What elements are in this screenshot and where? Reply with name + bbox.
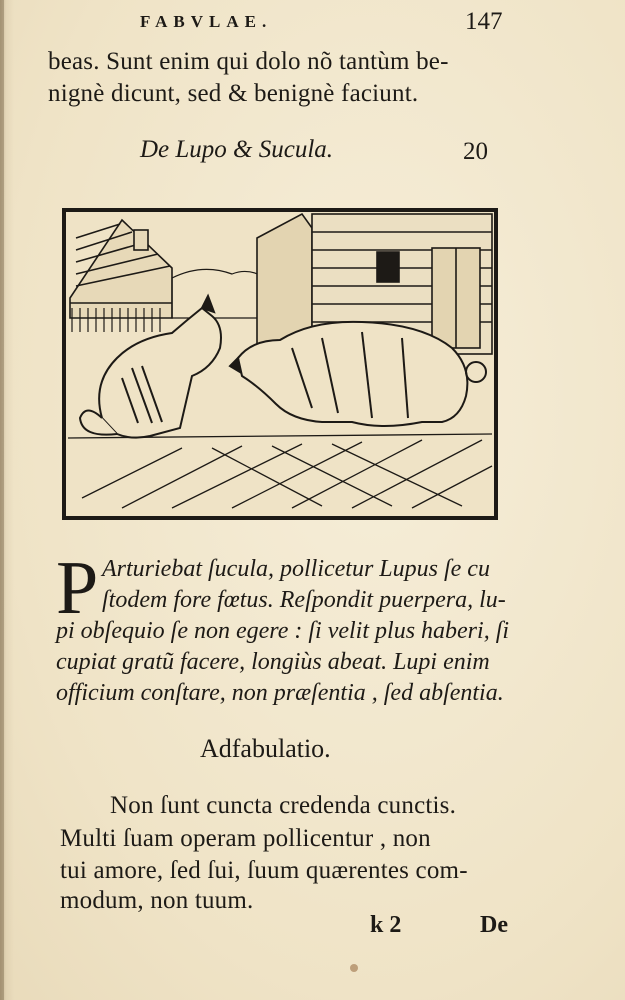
- fable-line-3: pi obſequio ſe non egere : ſi velit plus haberi, ſi: [56, 618, 510, 644]
- moral-line-1: Non ſunt cuncta credenda cunctis.: [110, 792, 457, 819]
- carryover-line-1: beas. Sunt enim qui dolo nõ tantùm be-: [48, 48, 449, 75]
- moral-line-2: Multi ſuam operam pollicentur , non: [60, 825, 431, 852]
- running-head: FABVLAE.: [140, 12, 273, 31]
- carryover-line-2: nignè dicunt, sed & benignè faciunt.: [48, 80, 419, 107]
- catchword: De: [480, 912, 508, 938]
- fable-line-2: ſtodem fore fœtus. Reſpondit puerpera, lu-: [102, 587, 506, 613]
- library-stamp-dot: [350, 964, 358, 972]
- signature-mark: k 2: [370, 912, 402, 938]
- fable-number: 20: [463, 138, 488, 165]
- moral-line-4: modum, non tuum.: [60, 887, 254, 914]
- fable-line-5: officium conſtare, non præſentia , ſed abſentia.: [56, 680, 504, 706]
- drop-cap: P: [56, 546, 99, 630]
- moral-line-3: tui amore, ſed ſui, ſuum quærentes com-: [60, 857, 468, 884]
- woodcut-illustration: [62, 208, 498, 520]
- fable-line-4: cupiat gratũ facere, longiùs abeat. Lupi enim: [56, 649, 490, 675]
- fable-line-1: Arturiebat ſucula, pollicetur Lupus ſe cu: [102, 556, 490, 582]
- fable-title: De Lupo & Sucula.: [140, 136, 334, 163]
- moral-heading: Adfabulatio.: [200, 734, 331, 763]
- page-number: 147: [465, 8, 503, 35]
- page-gutter: [0, 0, 4, 1000]
